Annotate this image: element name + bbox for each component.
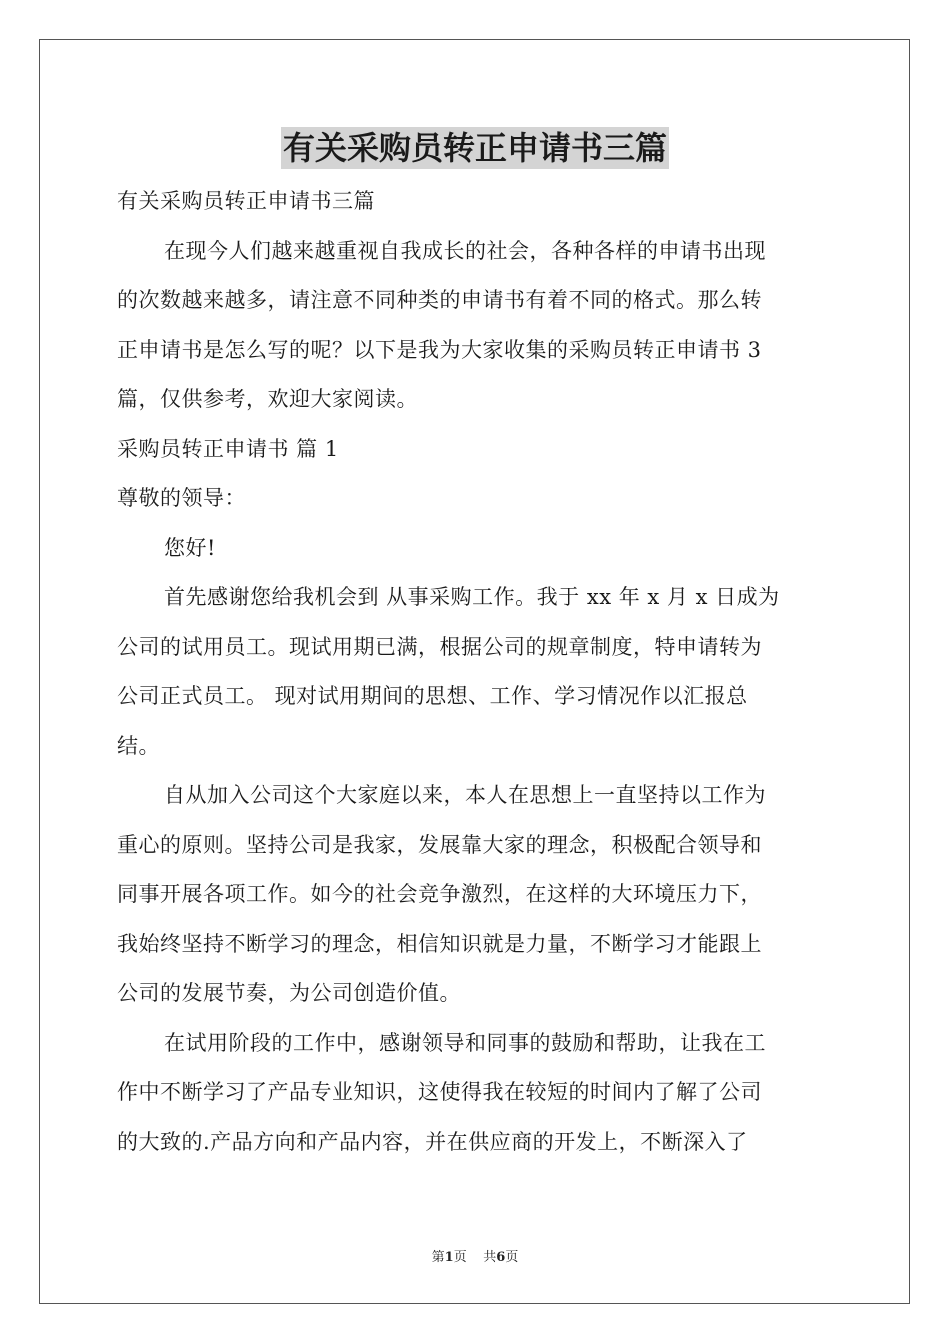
paragraph-line: 公司的发展节奏，为公司创造价值。 [117,981,461,1005]
paragraph-line: 的次数越来越多，请注意不同种类的申请书有着不同的格式。那么转 [117,288,762,312]
document-title: 有关采购员转正申请书三篇 [282,129,667,167]
total-prefix: 共 [483,1250,497,1265]
paragraph-line: 的大致的.产品方向和产品内容，并在供应商的开发上，不断深入了 [117,1129,748,1154]
paragraph-line: 首先感谢您给我机会到 从事采购工作。我于 xx 年 x 月 x 日成为 [164,585,780,609]
page-suffix: 页 [453,1250,467,1265]
paragraph-line: 同事开展各项工作。如今的社会竞争激烈，在这样的大环境压力下， [117,882,762,906]
paragraph-line: 在现今人们越来越重视自我成长的社会，各种各样的申请书出现 [164,238,766,263]
total-suffix: 页 [505,1250,519,1265]
section-heading: 采购员转正申请书 篇 1 [117,436,339,461]
paragraph-line: 篇，仅供参考，欢迎大家阅读。 [117,387,418,411]
paragraph-line: 正申请书是怎么写的呢？以下是我为大家收集的采购员转正申请书 3 [117,337,762,362]
paragraph-line: 公司正式员工。 现对试用期间的思想、工作、学习情况作以汇报总 [117,684,748,708]
paragraph-line: 重心的原则。坚持公司是我家，发展靠大家的理念，积极配合领导和 [117,832,762,857]
paragraph-line: 公司的试用员工。现试用期已满，根据公司的规章制度，特申请转为 [117,634,762,659]
page-footer [0,1246,950,1265]
paragraph-line: 自从加入公司这个大家庭以来，本人在思想上一直坚持以工作为 [164,783,766,807]
current-page-number: 1 [444,1250,454,1265]
paragraph-line: 结。 [117,733,160,758]
subtitle-line: 有关采购员转正申请书三篇 [117,189,375,213]
page-prefix: 第 [431,1250,445,1265]
paragraph-line: 我始终坚持不断学习的理念，相信知识就是力量，不断学习才能跟上 [117,931,762,956]
greeting: 您好! [164,535,216,560]
paragraph-line: 作中不断学习了产品专业知识，这使得我在较短的时间内了解了公司 [117,1080,762,1104]
document-body [117,177,833,1167]
paragraph-line: 在试用阶段的工作中，感谢领导和同事的鼓励和帮助，让我在工 [164,1030,766,1055]
salutation: 尊敬的领导： [117,486,246,510]
total-page-count: 6 [496,1250,506,1265]
title-container [0,127,950,169]
